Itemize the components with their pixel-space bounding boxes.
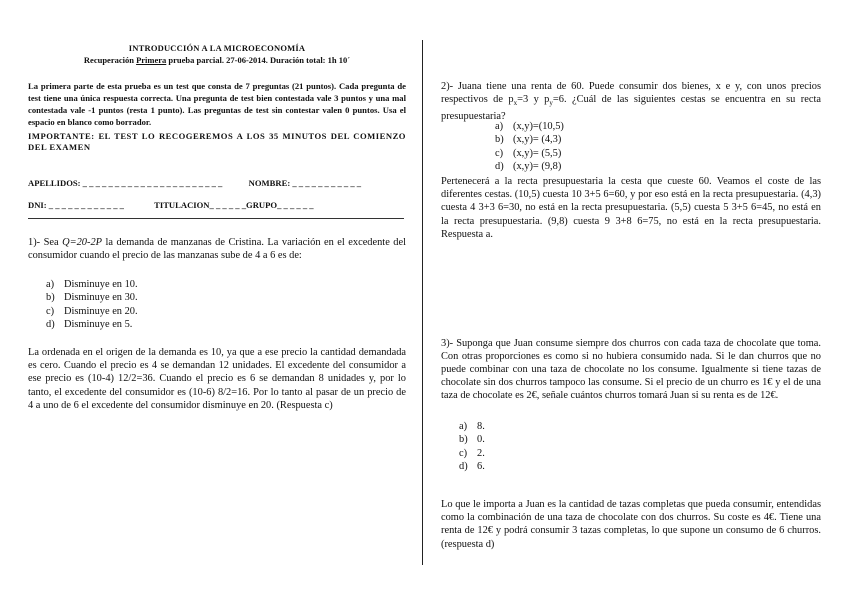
q1-option-a[interactable] xyxy=(46,278,138,291)
option-label: a) xyxy=(46,279,55,290)
option-label: d) xyxy=(46,318,55,330)
q2-option-c[interactable] xyxy=(495,147,564,160)
q1-option-b[interactable] xyxy=(46,291,138,304)
option-text: (x,y)= (4,3) xyxy=(513,134,562,146)
option-text: Disminuye en 5. xyxy=(64,318,133,330)
q2-sub-y: y xyxy=(549,99,553,108)
option-text: 0. xyxy=(477,434,485,446)
option-label: b) xyxy=(459,434,468,446)
q1-answer: La ordenada en el origen de la demanda es 10, ya que a ese precio la cantidad demandada es cero. Cuando el precio es 4 se demandan 12 unidades. El excedente del consumidor a ese precio es (10-4) 12/2=36. Cuando el precio es 6 se demandan 8 unidades y, por lo tanto, el excedente del consumidor es (10-6) 8/2=16. Por lo tanto al pasar de un precio de 4 a uno de 6 el excedente del consumidor disminuye en 20. (Respuesta c) xyxy=(28,347,406,411)
option-text: (x,y)= (9,8) xyxy=(513,160,562,172)
titulacion-grupo-field[interactable]: TITULACION_ _ _ _ _ _GRUPO_ _ _ _ _ _ xyxy=(154,200,314,210)
option-label: b) xyxy=(495,134,504,146)
option-label: c) xyxy=(495,147,504,159)
q1-options xyxy=(28,278,138,331)
q1-option-c[interactable] xyxy=(46,305,138,318)
option-label: c) xyxy=(46,305,55,317)
form-divider xyxy=(28,218,404,219)
option-text: Disminuye en 20. xyxy=(64,305,138,317)
important-note: IMPORTANTE: EL TEST LO RECOGEREMOS A LOS 35 MINUTOS DEL COMIENZO DEL EXAMEN xyxy=(28,131,406,152)
q1-text-pre: 1)- Sea xyxy=(28,237,63,248)
option-text: (x,y)=(10,5) xyxy=(513,121,564,132)
dni-field[interactable]: DNI: _ _ _ _ _ _ _ _ _ _ _ _ xyxy=(28,200,124,210)
form-row-ids xyxy=(28,200,408,210)
q1-formula: Q=20-2P xyxy=(62,237,102,248)
option-text: Disminuye en 10. xyxy=(64,279,138,290)
exam-title: INTRODUCCIÓN A LA MICROECONOMÍA xyxy=(128,43,306,53)
subtitle-suffix: prueba parcial. 27-06-2014. Duración total: 1h 10´ xyxy=(166,55,351,65)
q3-option-b[interactable] xyxy=(459,433,485,446)
subtitle-prefix: Recuperación xyxy=(83,55,137,65)
question-3: 3)- Suponga que Juan consume siempre dos churros con cada taza de chocolate que toma. Con otras proporciones es como si no hubiera consumido nada. Si le dan churros que no puede combinar con una taza de chocolate no los consume. Igualmente si tiene tazas de chocolate sin dos churros tampoco las consume. Si el precio de un churro es 1€ y el de una taza de chocolate es 2€, señale cuántos churros tomará Juan si su renta es de 12€. xyxy=(441,338,821,401)
option-label: d) xyxy=(459,460,468,472)
option-text: (x,y)= (5,5) xyxy=(513,147,562,159)
q3-option-a[interactable] xyxy=(459,420,485,433)
form-row-names xyxy=(28,178,408,188)
option-text: 8. xyxy=(477,421,485,432)
exam-subtitle xyxy=(28,55,406,65)
apellidos-field[interactable]: APELLIDOS: _ _ _ _ _ _ _ _ _ _ _ _ _ _ _ _ _ _ _ _ _ _ xyxy=(28,178,223,188)
q3-option-c[interactable] xyxy=(459,447,485,460)
q2-option-a[interactable] xyxy=(495,120,564,133)
option-label: b) xyxy=(46,292,55,304)
q3-options xyxy=(441,420,485,473)
q2-sub-x: x xyxy=(513,99,518,108)
instructions: La primera parte de esta prueba es un test que consta de 7 preguntas (21 puntos). Cada pregunta de test tiene una única respuesta correcta. Una pregunta de test bien contestada vale 3 puntos y una mal contestada vale -1 puntos (resta 1 punto). Las preguntas de test sin contestar valen 0 puntos. Usa el espacio en blanco como borrador. xyxy=(28,81,406,127)
option-label: a) xyxy=(459,421,468,432)
nombre-field[interactable]: NOMBRE: _ _ _ _ _ _ _ _ _ _ _ xyxy=(248,178,362,188)
q2-option-d[interactable] xyxy=(495,160,564,173)
q2-text-3: =6. ¿Cuál de las siguientes cestas se encuentra en su recta presupuestaria? xyxy=(441,94,821,123)
question-1 xyxy=(28,236,406,262)
question-2 xyxy=(441,80,821,123)
q2-options xyxy=(477,120,564,173)
option-label: a) xyxy=(495,121,504,132)
option-label: c) xyxy=(459,447,468,459)
q2-option-b[interactable] xyxy=(495,133,564,146)
q2-answer: Pertenecerá a la recta presupuestaria la cesta que cueste 60. Veamos el coste de las diferentes cestas. (10,5) cuesta 10 3+5 6=60, y por eso está en la recta presupuestaria. (4,3) cuesta 4 3+3 6=30, no está en la recta presupuestaria. (5,5) cuesta 5 3+5 6=45, no está en la recta presupuestaria. (9,8) cuesta 9 3+8 6=75, no está en la recta presupuestaria. Respuesta a. xyxy=(441,176,821,240)
q3-answer: Lo que le importa a Juan es la cantidad de tazas completas que pueda consumir, entendidas como la combinación de una taza de chocolate con dos churros. Su coste es 4€. Tiene una renta de 12€ y podrá consumir 3 tazas completas, lo que supone un consumo de 6 churros. (respuesta d) xyxy=(441,499,821,550)
option-text: 2. xyxy=(477,447,485,459)
q3-option-d[interactable] xyxy=(459,460,485,473)
q1-text-post: la demanda de manzanas de Cristina. La variación en el excedente del consumidor cuando el precio de las manzanas sube de 4 a 6 es de: xyxy=(28,237,406,261)
option-text: 6. xyxy=(477,460,485,472)
subtitle-underlined: Primera xyxy=(136,55,167,65)
option-text: Disminuye en 30. xyxy=(64,292,138,304)
option-label: d) xyxy=(495,160,504,172)
q2-text-1: 2)- Juana tiene una renta de 60. Puede consumir dos bienes, x e y, con unos precios respectivos de p xyxy=(441,81,821,105)
q1-option-d[interactable] xyxy=(46,318,138,331)
column-divider xyxy=(422,40,423,565)
q2-text-2: =3 y p xyxy=(517,94,550,105)
